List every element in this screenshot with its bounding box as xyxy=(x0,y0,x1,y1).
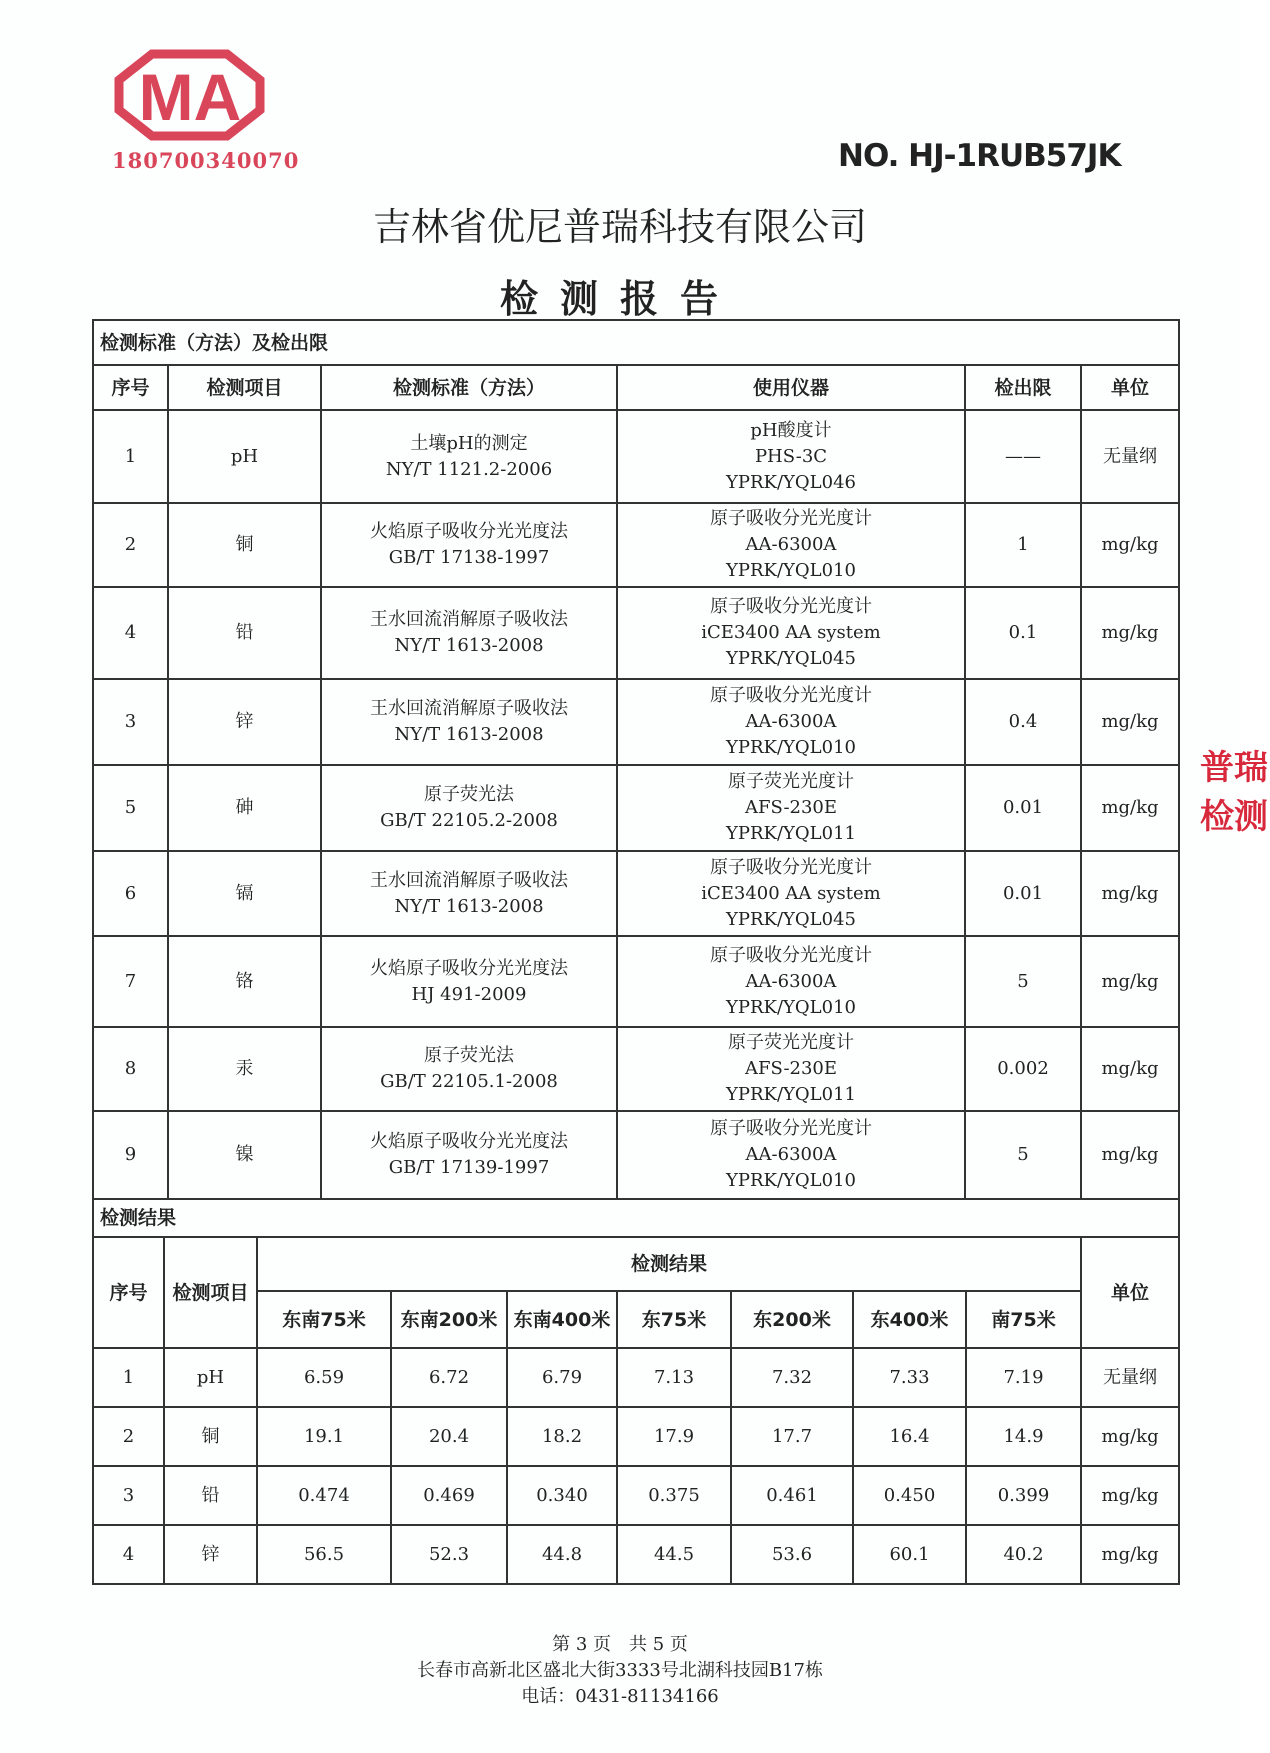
address: 长春市高新北区盛北大街3333号北湖科技园B17栋 xyxy=(417,1660,823,1681)
method-line: GB/T 22105.2-2008 xyxy=(380,810,558,831)
result-value: 40.2 xyxy=(966,1525,1081,1584)
instrument-line: 原子吸收分光光度计 xyxy=(710,685,872,706)
result-value: 17.9 xyxy=(617,1407,731,1466)
instrument-line: 原子吸收分光光度计 xyxy=(710,944,872,966)
table-row xyxy=(93,587,1179,679)
method-line: 土壤pH的测定 xyxy=(410,432,528,454)
column-group-header: 检测结果 xyxy=(257,1237,1081,1291)
instrument-line: AFS-230E xyxy=(744,1058,838,1079)
instrument-line: 原子荧光光度计 xyxy=(728,771,854,792)
instrument-line: YPRK/YQL045 xyxy=(725,908,856,930)
method-line: HJ 491-2009 xyxy=(411,983,527,1005)
method-line: NY/T 1613-2008 xyxy=(394,635,544,656)
test-item: pH xyxy=(164,1348,257,1407)
row-number: 3 xyxy=(93,679,168,765)
row-number: 2 xyxy=(93,1407,164,1466)
test-item: 铬 xyxy=(168,936,321,1027)
unit: 无量纲 xyxy=(1081,1348,1179,1407)
result-value: 7.19 xyxy=(966,1348,1081,1407)
detection-limit: 0.01 xyxy=(965,765,1081,851)
method-line: GB/T 22105.1-2008 xyxy=(380,1071,558,1092)
section-header-row xyxy=(93,1199,1179,1237)
result-value: 56.5 xyxy=(257,1525,391,1584)
method-line: NY/T 1121.2-2006 xyxy=(385,458,553,480)
page-number: 第 3 页 共 5 页 xyxy=(552,1634,688,1655)
result-value: 6.72 xyxy=(391,1348,507,1407)
result-value: 44.5 xyxy=(617,1525,731,1584)
instrument-line: YPRK/YQL010 xyxy=(725,1170,856,1191)
instrument xyxy=(617,851,965,936)
detection-limit: —— xyxy=(965,410,1081,503)
detection-limit: 0.002 xyxy=(965,1027,1081,1111)
instrument-line: YPRK/YQL010 xyxy=(725,996,856,1018)
detection-limit: 0.4 xyxy=(965,679,1081,765)
result-value: 16.4 xyxy=(853,1407,966,1466)
instrument-line: YPRK/YQL046 xyxy=(725,471,856,493)
table-row xyxy=(93,765,1179,851)
row-number: 6 xyxy=(93,851,168,936)
result-value: 7.33 xyxy=(853,1348,966,1407)
test-item: 汞 xyxy=(168,1027,321,1111)
location-header: 南75米 xyxy=(966,1291,1081,1348)
results-table xyxy=(92,1198,1180,1585)
result-value: 7.32 xyxy=(731,1348,853,1407)
test-item: pH xyxy=(168,410,321,503)
red-seal-partial: 普瑞 检测 xyxy=(1200,748,1268,837)
instrument-line: 原子荧光光度计 xyxy=(728,1032,854,1053)
unit: mg/kg xyxy=(1081,1027,1179,1111)
test-item: 锌 xyxy=(168,679,321,765)
company-name: 吉林省优尼普瑞科技有限公司 xyxy=(372,205,867,249)
column-header: 使用仪器 xyxy=(617,365,965,410)
section-header-row xyxy=(93,320,1179,365)
unit: mg/kg xyxy=(1081,1525,1179,1584)
footer xyxy=(0,1632,1240,1710)
instrument-line: AFS-230E xyxy=(744,797,838,818)
unit: mg/kg xyxy=(1081,679,1179,765)
instrument xyxy=(617,936,965,1027)
column-header: 序号 xyxy=(93,365,168,410)
row-number: 3 xyxy=(93,1466,164,1525)
instrument-line: 原子吸收分光光度计 xyxy=(710,856,872,878)
unit: mg/kg xyxy=(1081,765,1179,851)
instrument-line: iCE3400 AA system xyxy=(701,622,881,643)
column-header: 单位 xyxy=(1081,365,1179,410)
table-row xyxy=(93,1466,1179,1525)
column-header: 序号 xyxy=(93,1237,164,1348)
method xyxy=(321,410,617,503)
row-number: 1 xyxy=(93,1348,164,1407)
test-item: 铅 xyxy=(164,1466,257,1525)
method-line: NY/T 1613-2008 xyxy=(394,895,544,917)
method xyxy=(321,587,617,679)
instrument-line: AA-6300A xyxy=(745,711,837,732)
method xyxy=(321,679,617,765)
method-line: 原子荧光法 xyxy=(424,1045,514,1066)
method xyxy=(321,503,617,587)
instrument-line: YPRK/YQL011 xyxy=(725,823,856,844)
cma-logo xyxy=(112,50,267,140)
header-row xyxy=(93,1237,1179,1291)
result-value: 0.340 xyxy=(507,1466,617,1525)
result-value: 0.450 xyxy=(853,1466,966,1525)
section-title: 检测结果 xyxy=(93,1199,1179,1237)
row-number: 4 xyxy=(93,1525,164,1584)
instrument xyxy=(617,1027,965,1111)
method-line: 火焰原子吸收分光光度法 xyxy=(370,521,568,542)
header-row xyxy=(93,365,1179,410)
instrument xyxy=(617,765,965,851)
result-value: 19.1 xyxy=(257,1407,391,1466)
test-item: 铜 xyxy=(168,503,321,587)
result-value: 60.1 xyxy=(853,1525,966,1584)
instrument xyxy=(617,587,965,679)
result-value: 0.375 xyxy=(617,1466,731,1525)
unit: mg/kg xyxy=(1081,1466,1179,1525)
method-line: 原子荧光法 xyxy=(424,784,514,805)
test-item: 铜 xyxy=(164,1407,257,1466)
result-value: 0.474 xyxy=(257,1466,391,1525)
result-value: 0.399 xyxy=(966,1466,1081,1525)
row-number: 9 xyxy=(93,1111,168,1199)
instrument-line: 原子吸收分光光度计 xyxy=(710,508,872,529)
table-row xyxy=(93,1027,1179,1111)
method xyxy=(321,1027,617,1111)
method-line: NY/T 1613-2008 xyxy=(394,724,544,745)
result-value: 44.8 xyxy=(507,1525,617,1584)
row-number: 5 xyxy=(93,765,168,851)
column-header: 检出限 xyxy=(965,365,1081,410)
result-value: 52.3 xyxy=(391,1525,507,1584)
column-header: 检测项目 xyxy=(164,1237,257,1348)
method xyxy=(321,765,617,851)
location-header: 东400米 xyxy=(853,1291,966,1348)
column-header: 单位 xyxy=(1081,1237,1179,1348)
instrument-line: AA-6300A xyxy=(745,534,837,555)
location-header: 东南75米 xyxy=(257,1291,391,1348)
unit: mg/kg xyxy=(1081,1111,1179,1199)
instrument-line: 原子吸收分光光度计 xyxy=(710,596,872,617)
result-value: 6.79 xyxy=(507,1348,617,1407)
method xyxy=(321,936,617,1027)
table-row xyxy=(93,1407,1179,1466)
instrument-line: 原子吸收分光光度计 xyxy=(710,1118,872,1139)
instrument xyxy=(617,679,965,765)
result-value: 20.4 xyxy=(391,1407,507,1466)
report-title: 检测报告 xyxy=(499,277,740,321)
table-row xyxy=(93,1348,1179,1407)
unit: mg/kg xyxy=(1081,587,1179,679)
result-value: 14.9 xyxy=(966,1407,1081,1466)
method-line: 火焰原子吸收分光光度法 xyxy=(370,1131,568,1152)
table-row xyxy=(93,851,1179,936)
standards-table xyxy=(92,319,1180,1200)
location-header: 东200米 xyxy=(731,1291,853,1348)
method xyxy=(321,1111,617,1199)
table-row xyxy=(93,936,1179,1027)
detection-limit: 1 xyxy=(965,503,1081,587)
unit: mg/kg xyxy=(1081,503,1179,587)
result-value: 0.461 xyxy=(731,1466,853,1525)
unit: 无量纲 xyxy=(1081,410,1179,503)
section-title: 检测标准（方法）及检出限 xyxy=(93,320,1179,365)
location-header: 东南400米 xyxy=(507,1291,617,1348)
table-row xyxy=(93,503,1179,587)
instrument xyxy=(617,503,965,587)
table-row xyxy=(93,1525,1179,1584)
svg-text:MA: MA xyxy=(138,60,242,134)
unit: mg/kg xyxy=(1081,1407,1179,1466)
location-header: 东75米 xyxy=(617,1291,731,1348)
instrument-line: pH酸度计 xyxy=(750,419,832,441)
test-item: 镍 xyxy=(168,1111,321,1199)
instrument xyxy=(617,410,965,503)
detection-limit: 5 xyxy=(965,936,1081,1027)
test-item: 铅 xyxy=(168,587,321,679)
result-value: 18.2 xyxy=(507,1407,617,1466)
result-value: 0.469 xyxy=(391,1466,507,1525)
row-number: 7 xyxy=(93,936,168,1027)
test-item: 锌 xyxy=(164,1525,257,1584)
column-header: 检测标准（方法） xyxy=(321,365,617,410)
unit: mg/kg xyxy=(1081,851,1179,936)
table-row xyxy=(93,1111,1179,1199)
location-header: 东南200米 xyxy=(391,1291,507,1348)
row-number: 1 xyxy=(93,410,168,503)
method-line: 火焰原子吸收分光光度法 xyxy=(370,957,568,979)
table-row xyxy=(93,410,1179,503)
result-value: 53.6 xyxy=(731,1525,853,1584)
method-line: GB/T 17138-1997 xyxy=(388,547,550,568)
row-number: 4 xyxy=(93,587,168,679)
instrument-line: YPRK/YQL010 xyxy=(725,560,856,581)
test-item: 镉 xyxy=(168,851,321,936)
detection-limit: 5 xyxy=(965,1111,1081,1199)
detection-limit: 0.1 xyxy=(965,587,1081,679)
instrument xyxy=(617,1111,965,1199)
row-number: 2 xyxy=(93,503,168,587)
instrument-line: YPRK/YQL045 xyxy=(725,648,856,669)
instrument-line: AA-6300A xyxy=(745,1144,837,1165)
instrument-line: AA-6300A xyxy=(745,970,837,992)
row-number: 8 xyxy=(93,1027,168,1111)
cma-number: 180700340070 xyxy=(112,148,300,173)
phone: 电话：0431-81134166 xyxy=(521,1686,719,1707)
result-value: 17.7 xyxy=(731,1407,853,1466)
instrument-line: iCE3400 AA system xyxy=(701,882,881,904)
method-line: 王水回流消解原子吸收法 xyxy=(370,698,568,719)
method xyxy=(321,851,617,936)
column-header: 检测项目 xyxy=(168,365,321,410)
method-line: 王水回流消解原子吸收法 xyxy=(370,609,568,630)
unit: mg/kg xyxy=(1081,936,1179,1027)
instrument-line: PHS-3C xyxy=(754,445,828,467)
detection-limit: 0.01 xyxy=(965,851,1081,936)
instrument-line: YPRK/YQL011 xyxy=(725,1084,856,1105)
instrument-line: YPRK/YQL010 xyxy=(725,737,856,758)
test-item: 砷 xyxy=(168,765,321,851)
table-row xyxy=(93,679,1179,765)
report-number: NO. HJ-1RUB57JK xyxy=(838,138,1121,174)
result-value: 7.13 xyxy=(617,1348,731,1407)
result-value: 6.59 xyxy=(257,1348,391,1407)
method-line: 王水回流消解原子吸收法 xyxy=(370,869,568,891)
method-line: GB/T 17139-1997 xyxy=(388,1157,550,1178)
